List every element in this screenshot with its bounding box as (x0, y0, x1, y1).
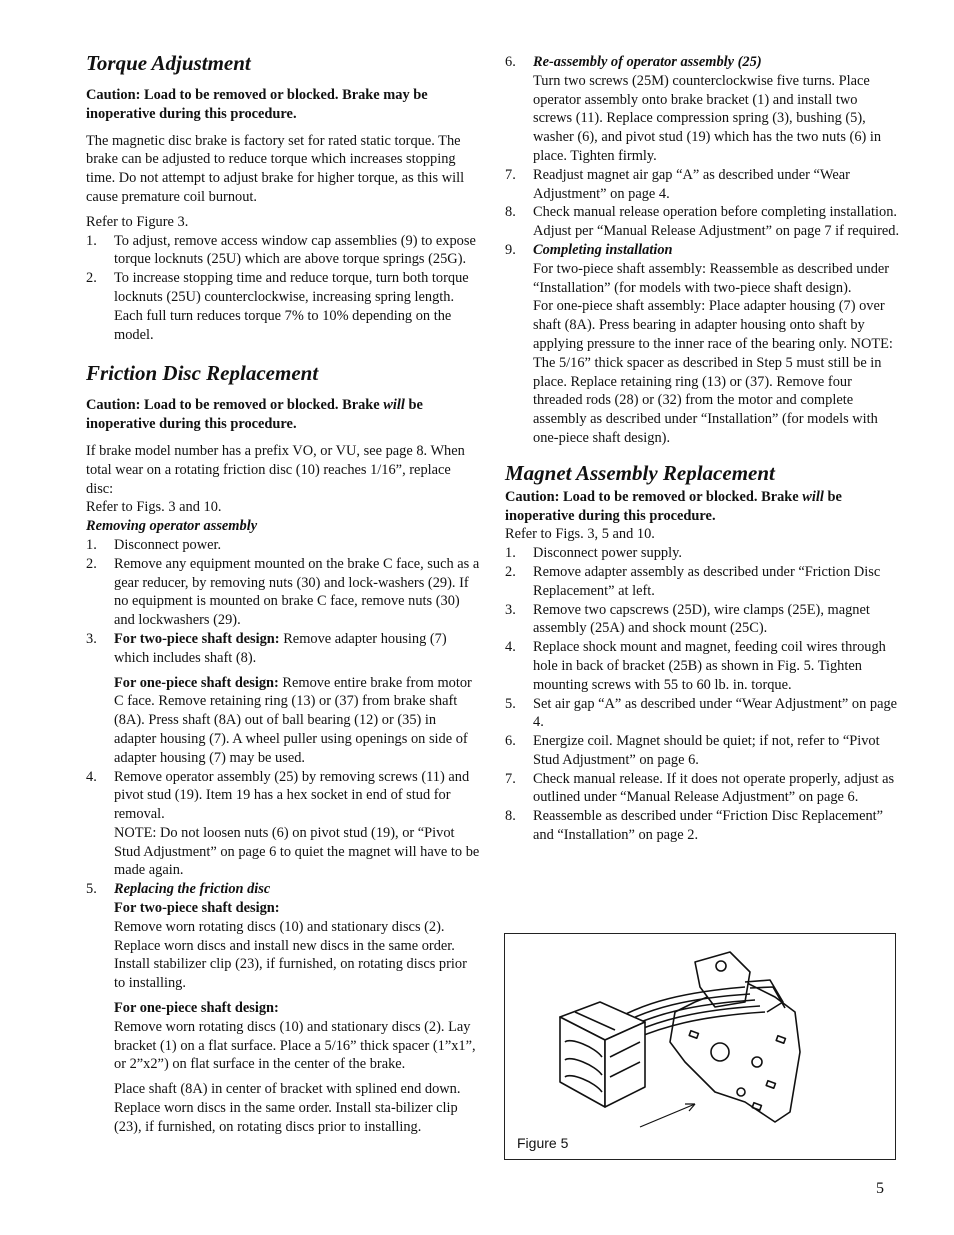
friction-steps (86, 536, 481, 1137)
torque-heading: Torque Adjustment (86, 51, 251, 75)
list-item: 4. Remove operator assembly (25) by removing screws (11) and pivot stud (19). Item 19 has a hex socket in end of stud for removal. NOTE: Do not loosen nuts (6) on pivot stud (19), or “Pivot Stud Adjustment” on page 6 to quiet the magnet will have to be made again. (86, 768, 480, 879)
figure-caption: Figure 5 (517, 1135, 569, 1151)
list-item: 4. Replace shock mount and magnet, feeding coil wires through hole in back of bracket (25B) as shown in Fig. 5. Tighten mounting screws with 55 to 60 lb. in. torque. (505, 639, 886, 693)
list-item: 3. For two-piece shaft design: Remove adapter housing (7) which includes shaft (8). For one-piece shaft design: Remove entire brake from motor C face. Remove retaining ring (13) or (37) from brake shaft (8A). Press shaft (8A) out of ball bearing (12) or (35) in adapter housing (7). A wheel puller using openings on side of adapter housing (7) may be used. (86, 630, 481, 768)
torque-refer: Refer to Figure 3. (86, 213, 189, 230)
friction-heading: Friction Disc Replacement (86, 361, 319, 386)
list-item: 5. Set air gap “A” as described under “Wear Adjustment” on page 4. (505, 695, 898, 731)
left-column (86, 50, 481, 1137)
friction-steps-continued (505, 53, 900, 448)
list-item: 3. Remove two capscrews (25D), wire clamps (25E), magnet assembly (25A) and shock mount (25C). (505, 601, 870, 637)
list-item: 2. Remove any equipment mounted on the brake C face, such as a gear reducer, by removing nuts (30) and lock-washers (29). If no equipment is mounted on brake C face, remove nuts (30) and lockwashers (29). (86, 555, 480, 629)
list-item: 8. Reassemble as described under “Friction Disc Replacement” and “Installation” on page 2. (505, 808, 884, 844)
magnet-heading: Magnet Assembly Replacement (505, 460, 775, 485)
list-item: 8. Check manual release operation before completing installation. Adjust per “Manual Release Adjustment” on page 7 if required. (505, 204, 900, 240)
page-number: 5 (876, 1180, 884, 1197)
torque-intro: The magnetic disc brake is factory set for rated static torque. The brake can be adjusted to reduce torque which increases stopping time. Do not attempt to adjust brake for higher torque, as this will cause premature coil burnout. (86, 132, 465, 205)
right-column (505, 53, 900, 845)
list-item: 2. To increase stopping time and reduce torque, turn both torque locknuts (25U) counterclockwise, increasing spring length. Each full turn reduces torque 7% to 10% depending on the model. (86, 270, 469, 343)
list-item: 1. Disconnect power supply. (505, 545, 682, 562)
friction-caution: Caution: Load to be removed or blocked. Brake will be inoperative during this procedure. (86, 397, 423, 433)
list-item: 6. Energize coil. Magnet should be quiet; if not, refer to “Pivot Stud Adjustment” on page 6. (505, 733, 880, 768)
friction-intro: If brake model number has a prefix VO, or VU, see page 8. When total wear on a rotating friction disc (10) reaches 1/16”, replace disc: (86, 442, 465, 497)
torque-steps (86, 232, 481, 345)
one-piece-paragraph: For one-piece shaft design: Remove entire brake from motor C face. Remove retaining ring (13) or (37) from brake shaft (8A). Press shaft (8A) out of ball bearing (12) or (35) in adapter housing (7). A wheel puller using openings on side of adapter housing (7) may be used. (114, 674, 472, 766)
magnet-caution: Caution: Load to be removed or blocked. Brake will be inoperative during this procedure. (505, 488, 842, 524)
torque-caution: Caution: Load to be removed or blocked. Brake may be inoperative during this procedure. (86, 87, 428, 122)
list-item: 1. Disconnect power. (86, 536, 222, 553)
magnet-refer: Refer to Figs. 3, 5 and 10. (505, 526, 655, 543)
note: NOTE: Do not loosen nuts (6) on pivot stud (19), or “Pivot Stud Adjustment” on page 6 to quiet the magnet will have to be made again. (114, 824, 480, 879)
list-item: 2. Remove adapter assembly as described under “Friction Disc Replacement” at left. (505, 563, 881, 599)
list-item: 7. Check manual release. If it does not operate properly, adjust as outlined under “Manual Release Adjustment” on page 6. (505, 770, 895, 806)
figure-5 (504, 933, 896, 1160)
list-item: 5. Replacing the friction disc For two-piece shaft design: Remove worn rotating discs (10) and stationary discs (2). Replace worn discs and install new discs in the same order. Install stabilizer clip (23), if furnished, on rotating discs prior to installing. For one-piece shaft design: Remove worn rotating discs (10) and stationary discs (2). Lay bracket (1) on a flat surface. Place a 5/16” thick spacer (1”x1”, or 2”x2”) on flat surface in the center of the brake. Place shaft (8A) in center of bracket with splined end down. Replace worn discs in the same order. Install sta-bilizer clip (23), if furnished, on rotating discs prior to installing. (86, 881, 476, 1135)
list-item: 1. To adjust, remove access window cap assemblies (9) to expose torque locknuts (25U) which are above torque springs (25G). (86, 232, 476, 268)
magnet-steps (505, 544, 900, 845)
friction-refer: Refer to Figs. 3 and 10. (86, 499, 222, 516)
list-item: 6. Re-assembly of operator assembly (25) Turn two screws (25M) counterclockwise five turns. Place operator assembly onto brake bracket (1) and install two screws (11). Replace compression spring (3), bushing (5), washer (6), and pivot stud (19) which has the two nuts (6) in place. Tighten firmly. (505, 54, 882, 164)
list-item: 9. Completing installation For two-piece shaft assembly: Reassemble as described under “Installation” (for models with two-piece shaft design). For one-piece shaft assembly: Place adapter housing (7) over shaft (8A). Press bearing in adapter housing onto shaft by applying pressure to the inner race of the bearing only. NOTE: The 5/16” thick spacer as described in Step 5 must still be in place. Replace retaining ring (13) or (37). Remove four threaded rods (28) or (32) from the motor and complete assembly as described under “Installation” (for models with one-piece shaft design). (505, 241, 893, 446)
subheading-removing: Removing operator assembly (86, 518, 258, 535)
list-item: 7. Readjust magnet air gap “A” as described under “Wear Adjustment” on page 4. (505, 166, 850, 202)
magnet-bracket-illustration (545, 942, 805, 1132)
